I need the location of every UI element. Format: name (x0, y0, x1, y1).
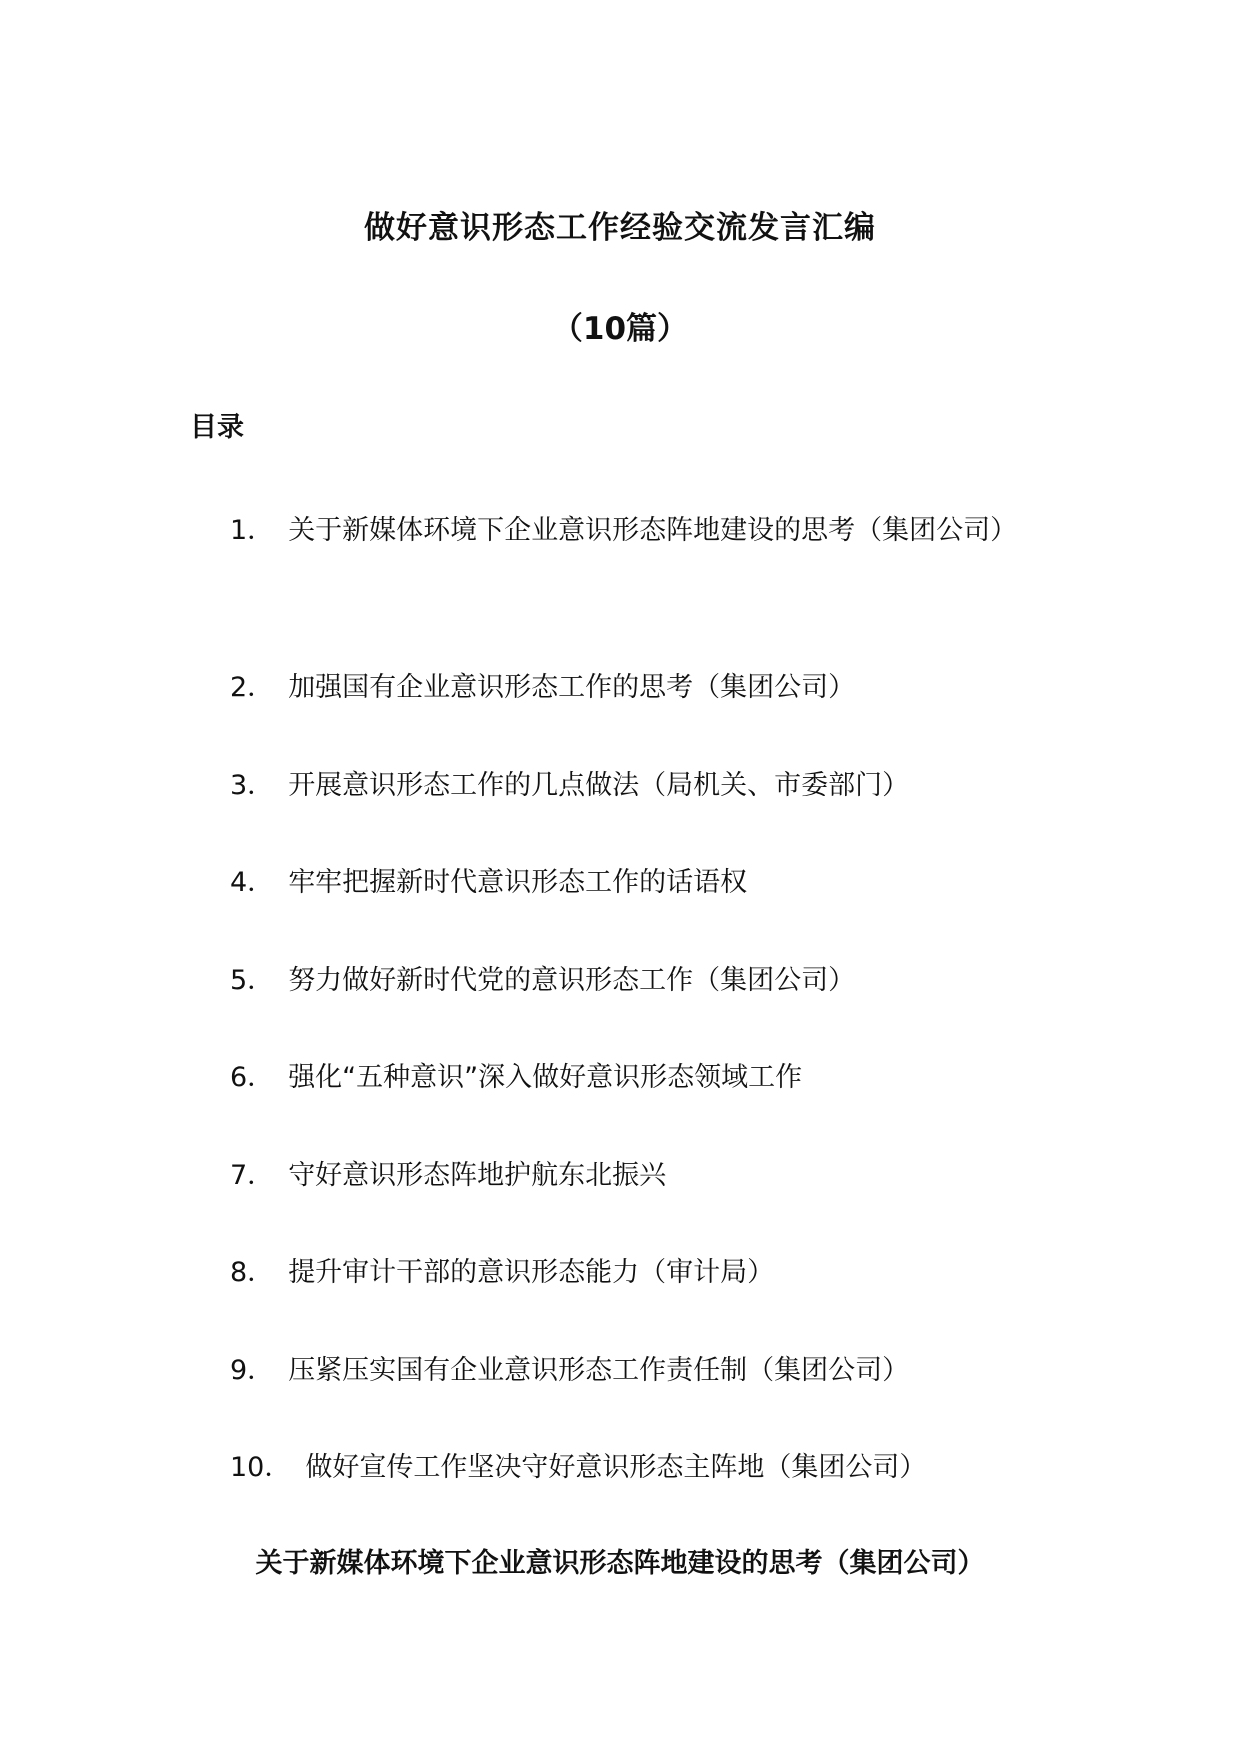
toc-item-number: 3． (230, 770, 275, 801)
toc-item-number: 2． (230, 672, 275, 703)
section-heading: 关于新媒体环境下企业意识形态阵地建设的思考（集团公司） (255, 1548, 985, 1579)
document-title: 做好意识形态工作经验交流发言汇编 (364, 210, 876, 246)
toc-item (190, 1340, 1030, 1402)
toc-item-text: 做好宣传工作坚决守好意识形态主阵地（集团公司） (305, 1452, 927, 1483)
toc-item-number: 5． (230, 965, 275, 996)
toc-item-text: 努力做好新时代党的意识形态工作（集团公司） (288, 965, 856, 996)
toc-item-text: 守好意识形态阵地护航东北振兴 (288, 1160, 667, 1191)
toc-item (190, 950, 1030, 1012)
toc-item-number: 9． (230, 1355, 275, 1386)
toc-item-text: 加强国有企业意识形态工作的思考（集团公司） (288, 672, 856, 703)
toc-item-text: 关于新媒体环境下企业意识形态阵地建设的思考（集团公司） (288, 515, 1018, 546)
toc-heading: 目录 (190, 412, 244, 443)
toc-item-text: 强化“五种意识”深入做好意识形态领域工作 (288, 1062, 803, 1093)
toc-item (190, 1242, 1030, 1304)
toc-item-text: 提升审计干部的意识形态能力（审计局） (288, 1257, 775, 1288)
toc-item (190, 1437, 1030, 1499)
toc-item (190, 1047, 1030, 1109)
toc-item (190, 1145, 1030, 1207)
toc-item-number: 8． (230, 1257, 275, 1288)
toc-item-number: 10． (230, 1452, 292, 1483)
toc-item (190, 852, 1030, 914)
toc-item-number: 6． (230, 1062, 275, 1093)
toc-item (190, 657, 1030, 719)
document-subtitle: （10篇） (551, 311, 689, 347)
toc-item-number: 1． (230, 515, 275, 546)
toc-item-text: 开展意识形态工作的几点做法（局机关、市委部门） (288, 770, 910, 801)
toc-item-text: 牢牢把握新时代意识形态工作的话语权 (288, 867, 748, 898)
toc-item (190, 755, 1030, 817)
toc-item-number: 4． (230, 867, 275, 898)
toc-item-text: 压紧压实国有企业意识形态工作责任制（集团公司） (288, 1355, 910, 1386)
toc-item-number: 7． (230, 1160, 275, 1191)
toc-item (190, 500, 1030, 562)
